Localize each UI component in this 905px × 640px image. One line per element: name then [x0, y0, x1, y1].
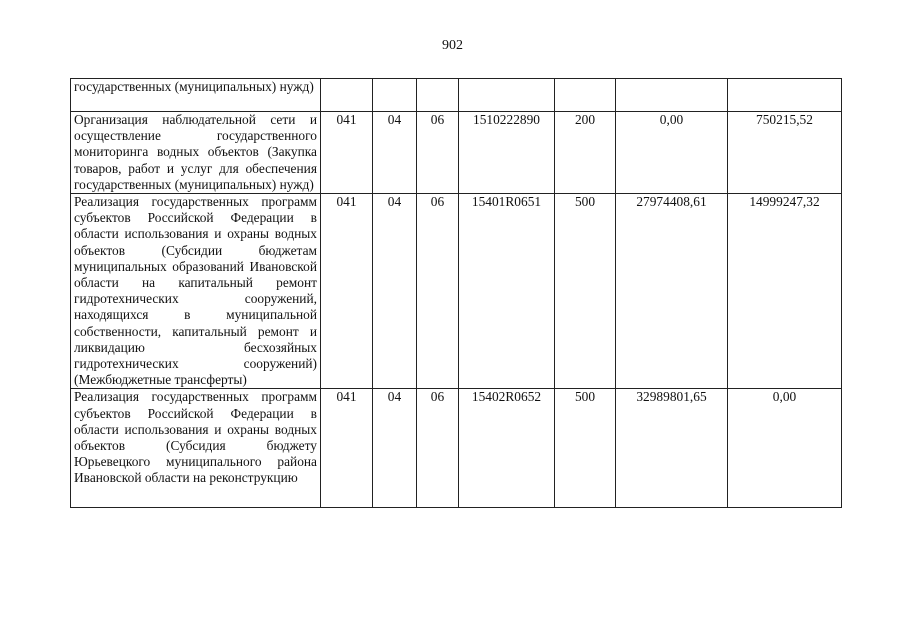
grbs-cell — [321, 79, 373, 112]
row-name-cell: Реализация государственных программ субъектов Российской Федерации в области использования и охраны водных объектов (Субсидии бюджетам муниципальных образований Ивановской области на капитальный ремонт гидротехнических сооружений, находящихся в муниципальной собственности, капитальный ремонт и ликвидацию бесхозяйных гидротехнических сооружений) (Межбюджетные трансферты) — [71, 194, 321, 389]
subsection-cell: 06 — [417, 112, 459, 194]
section-cell — [373, 79, 417, 112]
expense-type-cell: 200 — [555, 112, 616, 194]
page-number: 902 — [442, 38, 463, 53]
target-article-cell: 15402R0652 — [459, 389, 555, 508]
row-name-cell: Организация наблюдательной сети и осуществление государственного мониторинга водных объектов (Закупка товаров, работ и услуг для обеспечения государственных (муниципальных) нужд) — [71, 112, 321, 194]
row-name-cell: Реализация государственных программ субъектов Российской Федерации в области использования и охраны водных объектов (Субсидия бюджету Юрьевецкого муниципального района Ивановской области на реконструкцию — [71, 389, 321, 508]
section-cell: 04 — [373, 389, 417, 508]
amount-cell-2: 14999247,32 — [728, 194, 842, 389]
target-article-cell: 15401R0651 — [459, 194, 555, 389]
subsection-cell — [417, 79, 459, 112]
expense-type-cell — [555, 79, 616, 112]
table-row — [71, 112, 842, 194]
amount-cell-1: 27974408,61 — [616, 194, 728, 389]
target-article-cell — [459, 79, 555, 112]
row-name-cell: государственных (муниципальных) нужд) — [71, 79, 321, 112]
expense-type-cell: 500 — [555, 389, 616, 508]
grbs-cell: 041 — [321, 194, 373, 389]
table-row — [71, 79, 842, 112]
amount-cell-2 — [728, 79, 842, 112]
amount-cell-1 — [616, 79, 728, 112]
budget-table — [70, 78, 842, 508]
section-cell: 04 — [373, 112, 417, 194]
amount-cell-1: 0,00 — [616, 112, 728, 194]
section-cell: 04 — [373, 194, 417, 389]
amount-cell-2: 750215,52 — [728, 112, 842, 194]
amount-cell-1: 32989801,65 — [616, 389, 728, 508]
expense-type-cell: 500 — [555, 194, 616, 389]
grbs-cell: 041 — [321, 389, 373, 508]
subsection-cell: 06 — [417, 194, 459, 389]
amount-cell-2: 0,00 — [728, 389, 842, 508]
subsection-cell: 06 — [417, 389, 459, 508]
grbs-cell: 041 — [321, 112, 373, 194]
target-article-cell: 1510222890 — [459, 112, 555, 194]
table-row — [71, 194, 842, 389]
table-row — [71, 389, 842, 508]
